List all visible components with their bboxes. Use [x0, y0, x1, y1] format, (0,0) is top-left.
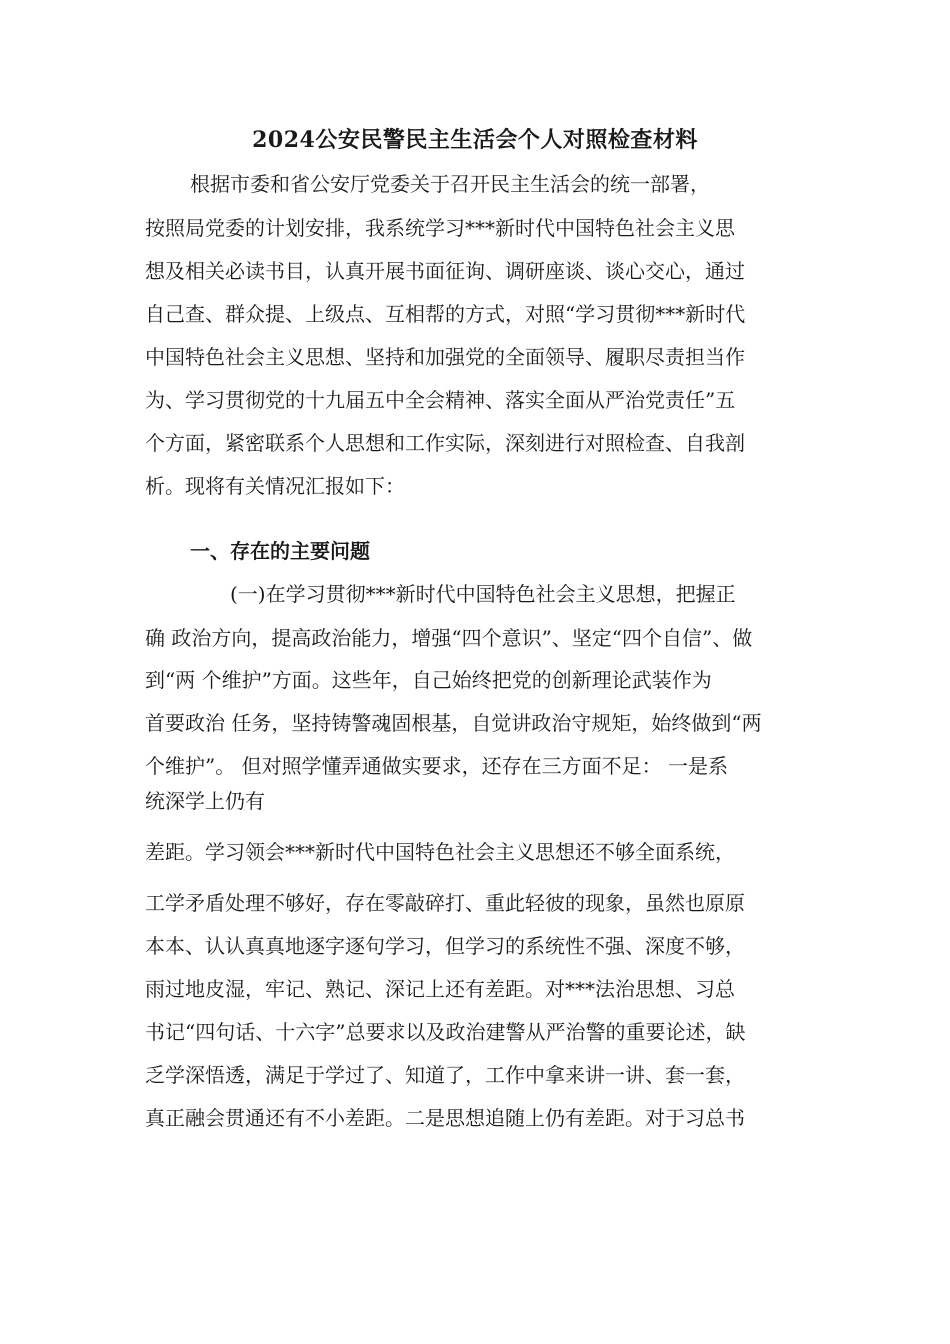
- body-line: 本本、认认真真地逐字逐句学习，但学习的系统性不强、深度不够，: [145, 934, 745, 958]
- intro-line: 个方面，紧密联系个人思想和工作实际，深刻进行对照检查、自我剖: [145, 431, 745, 455]
- subsection-line: 统深学上仍有: [145, 789, 265, 813]
- subsection-line: 首要政治 任务，坚持铸警魂固根基，自觉讲政治守规矩，始终做到“两: [145, 711, 762, 735]
- body-line: 真正融会贯通还有不小差距。二是思想追随上仍有差距。对于习总书: [145, 1106, 745, 1130]
- intro-line: 自己查、群众提、上级点、互相帮的方式，对照“学习贯彻***新时代: [145, 302, 746, 326]
- intro-line: 想及相关必读书目，认真开展书面征询、调研座谈、谈心交心，通过: [145, 259, 745, 283]
- body-line: 书记“四句话、十六字”总要求以及政治建警从严治警的重要论述，缺: [145, 1020, 746, 1044]
- intro-line: 析。现将有关情况汇报如下：: [145, 474, 405, 498]
- intro-line: 中国特色社会主义思想、坚持和加强党的全面领导、履职尽责担当作: [145, 345, 745, 369]
- body-line: 工学矛盾处理不够好，存在零敲碎打、重此轻彼的现象，虽然也原原: [145, 891, 745, 915]
- subsection-line: (一)在学习贯彻***新时代中国特色社会主义思想，把握正: [230, 582, 736, 606]
- subsection-line: 确 政治方向，提高政治能力，增强“四个意识”、坚定“四个自信”、做: [145, 626, 753, 650]
- subsection-line: 到“两 个维护”方面。这些年，自己始终把党的创新理论武装作为: [145, 668, 712, 692]
- document-title: 2024公安民警民主生活会个人对照检查材料: [252, 127, 698, 153]
- intro-line: 为、学习贯彻党的十九届五中全会精神、落实全面从严治党责任”五: [145, 388, 736, 412]
- section-heading: 一、存在的主要问题: [190, 539, 370, 563]
- subsection-line: 个维护”。 但对照学懂弄通做实要求，还存在三方面不足： 一是系: [145, 754, 728, 778]
- intro-line: 根据市委和省公安厅党委关于召开民主生活会的统一部署，: [190, 172, 710, 196]
- body-line: 差距。学习领会***新时代中国特色社会主义思想还不够全面系统，: [145, 840, 735, 864]
- intro-line: 按照局党委的计划安排，我系统学习***新时代中国特色社会主义思: [145, 216, 735, 240]
- body-line: 乏学深悟透，满足于学过了、知道了，工作中拿来讲一讲、套一套，: [145, 1063, 745, 1087]
- body-line: 雨过地皮湿，牢记、熟记、深记上还有差距。对***法治思想、习总: [145, 977, 735, 1001]
